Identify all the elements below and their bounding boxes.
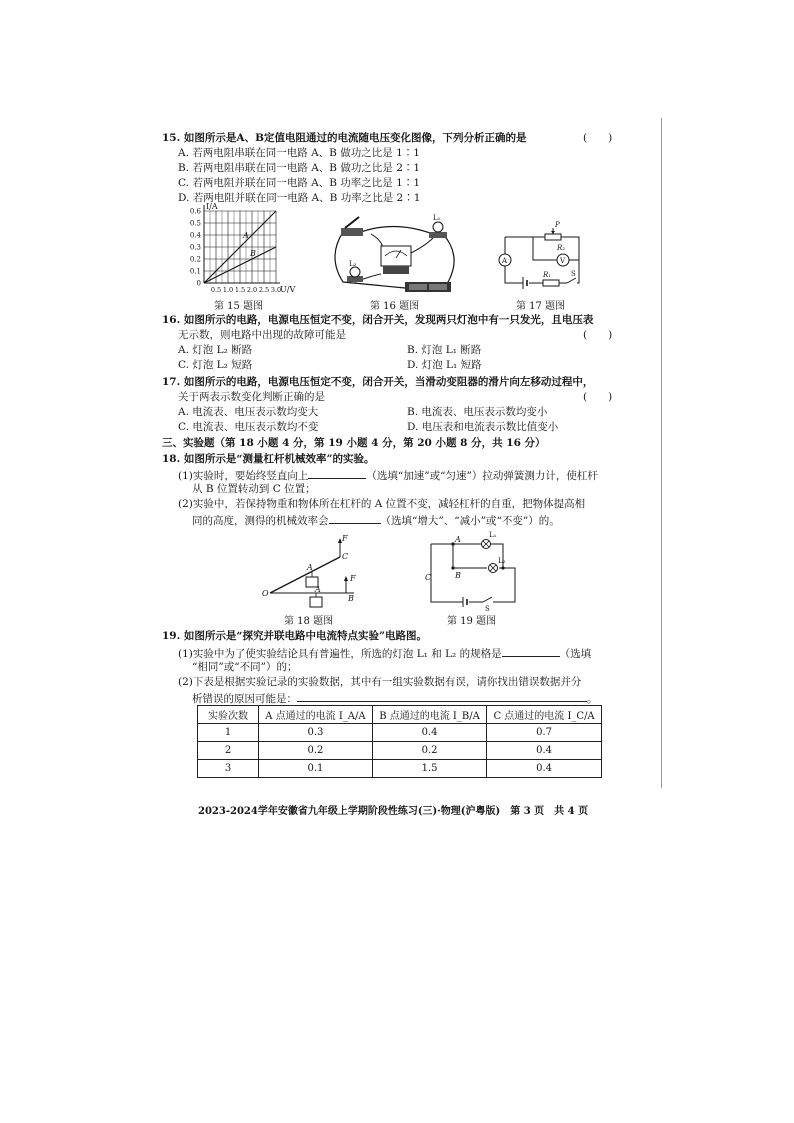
fig18-a1-label: A	[307, 563, 313, 572]
table-cell: 0.2	[259, 742, 373, 760]
fig15-y-tick-label: 0.6	[189, 207, 201, 216]
fig17-r1	[543, 280, 559, 286]
fig19-switch-icon	[483, 597, 492, 602]
fig15-y-tick-label: 0.4	[189, 231, 201, 240]
fig17-circuit	[493, 215, 588, 290]
table-cell: 2	[198, 742, 259, 760]
q15-option-d: D. 若两电阻并联在同一电路 A、B 功率之比是 2∶1	[178, 192, 421, 204]
fig19-s-label: S	[485, 605, 490, 613]
fig16-caption: 第 16 题图	[370, 301, 420, 312]
fig18-caption: 第 18 题图	[284, 616, 334, 627]
q16-line1: 16. 如图所示的电路，电源电压恒定不变，闭合开关，发现两只灯泡中有一只发光，且电压表	[162, 314, 594, 326]
fig18-b-label: B	[348, 594, 354, 603]
fig15-y-ticks	[190, 208, 202, 288]
table-cell: 0.4	[372, 724, 486, 742]
fig18-a2-label: A	[315, 585, 321, 594]
fig15-x-tick-label: 2.0	[246, 286, 258, 294]
fig15-y-tick-label: 0	[196, 279, 201, 288]
q19-data-table	[197, 705, 602, 778]
q19-part1-line1	[178, 645, 591, 661]
fig15-x-tick-label: 1.0	[222, 286, 234, 294]
table-header-cell: C 点通过的电流 I_C/A	[487, 706, 602, 724]
fig17-caption: 第 17 题图	[516, 301, 566, 312]
fig19-caption: 第 19 题图	[447, 616, 497, 627]
table-cell: 1	[198, 724, 259, 742]
fig17-s-label: S	[571, 270, 576, 278]
fig15-line-b-label: B	[250, 249, 256, 258]
q19-blank1[interactable]	[502, 645, 560, 657]
fig18-f1-label: F	[342, 534, 348, 543]
switch-lever-icon	[345, 217, 359, 228]
q15-option-a: A. 若两电阻串联在同一电路 A、B 做功之比是 1∶1	[178, 147, 420, 159]
q18-part1-text-b: （选填“加速”或“匀速”）拉动弹簧测力计，使杠杆	[366, 470, 598, 482]
q18-blank2[interactable]	[329, 512, 381, 524]
q17-answer-paren: ( )	[583, 391, 613, 403]
table-row	[198, 724, 602, 742]
fig15-y-tick-label: 0.5	[189, 219, 201, 228]
table-cell: 0.1	[259, 760, 373, 778]
table-header-row	[198, 706, 602, 724]
fig19-b-label: B	[455, 571, 461, 580]
fig19-c-label: C	[425, 573, 432, 582]
table-cell: 3	[198, 760, 259, 778]
table-header-cell: A 点通过的电流 I_A/A	[259, 706, 373, 724]
q16-answer-paren: ( )	[583, 329, 613, 341]
q18-stem: 18. 如图所示是“测量杠杆机械效率”的实验。	[162, 453, 375, 465]
q19-blank2[interactable]	[297, 690, 587, 702]
q18-part2-text-a: 同的高度，测得的机械效率会	[192, 515, 329, 527]
fig19-l1-label: L₁	[489, 531, 497, 539]
fig19-l2-label: L₂	[498, 557, 506, 565]
table-cell: 0.4	[487, 760, 602, 778]
fig18-lever-raised	[270, 557, 340, 593]
q16-line2: 无示数，则电路中出现的故障可能是	[178, 329, 346, 341]
fig17-voltmeter-label: V	[560, 257, 566, 265]
q18-blank1[interactable]	[308, 467, 366, 479]
fig16-l2-label: L₂	[349, 260, 357, 268]
q15-option-c: C. 若两电阻并联在同一电路 A、B 功率之比是 1∶1	[178, 177, 421, 189]
fig15-y-tick-label: 0.3	[189, 243, 201, 252]
fig17-ammeter-label: A	[502, 257, 508, 265]
fig15-y-tick-label: 0.2	[189, 255, 201, 264]
fig17-r2	[545, 234, 561, 240]
q19-part1-text-b: （选填	[559, 648, 592, 660]
fig15-y-axis-label: I/A	[206, 202, 218, 211]
fig18-lever	[262, 533, 362, 611]
fig15-y-tick-label: 0.1	[189, 267, 201, 276]
bulb-l1-icon	[433, 222, 443, 232]
section3-heading: 三、实验题（第 18 小题 4 分，第 19 小题 4 分，第 20 小题 8 分，共 16 分）	[162, 437, 546, 449]
fig17-switch-icon	[567, 278, 576, 283]
fig15-x-tick-label: 3.0	[270, 286, 282, 294]
fig15-graph	[168, 200, 298, 296]
q17-line2: 关于两表示数变化判断正确的是	[178, 391, 325, 403]
table-cell: 0.4	[487, 742, 602, 760]
fig15-line-a-label: A	[243, 231, 249, 240]
table-row	[198, 760, 602, 778]
q16-option-b: B. 灯泡 L₁ 断路	[407, 344, 482, 356]
q17-option-b: B. 电流表、电压表示数均变小	[407, 406, 548, 418]
voltmeter-terminals	[383, 266, 409, 274]
fig15-x-ticks	[211, 286, 281, 294]
q15-answer-paren: ( )	[583, 132, 613, 144]
table-header-cell: B 点通过的电流 I_B/A	[372, 706, 486, 724]
fig18-o-label: O	[262, 589, 269, 598]
q19-part1-line2: “相同”或“不同”）的；	[192, 661, 298, 673]
fig17-p-label: P	[555, 221, 560, 229]
q17-option-d: D. 电压表和电流表示数比值变小	[407, 421, 559, 433]
fig15-x-axis-label: U/V	[280, 285, 296, 294]
q18-part1-text-a: (1)实验时，要始终竖直向上	[178, 470, 309, 482]
fig17-r1-label: R₁	[543, 271, 552, 279]
page-footer: 2023-2024学年安徽省九年级上学期阶段性练习(三)·物理(沪粤版) 第 3 页 共 4 页	[198, 806, 589, 817]
fig16-l1-label: L₁	[433, 214, 441, 222]
table-cell: 0.3	[259, 724, 373, 742]
bulb-l1-base	[429, 232, 447, 238]
q17-line1: 17. 如图所示的电路，电源电压恒定不变，闭合开关，当滑动变阻器的滑片向左移动过程中，	[162, 376, 594, 388]
q18-part2-line2	[192, 512, 560, 528]
q16-option-d: D. 灯泡 L₁ 短路	[407, 359, 482, 371]
table-cell: 0.7	[487, 724, 602, 742]
q18-part1-line1	[178, 467, 598, 483]
q18-part1-line2: 从 B 位置转动到 C 位置；	[192, 483, 316, 495]
table-row	[198, 742, 602, 760]
margin-rule	[661, 118, 662, 788]
q19-stem: 19. 如图所示是“探究并联电路中电流特点实验”电路图。	[162, 630, 428, 642]
q15-stem: 15. 如图所示是A、B定值电阻通过的电流随电压变化图像，下列分析正确的是	[162, 132, 527, 144]
q19-part2-end: 。	[587, 693, 598, 705]
fig19-a-label: A	[455, 535, 461, 544]
q19-part2-line1: (2)下表是根据实验记录的实验数据，其中有一组实验数据有误，请你找出错误数据并分	[178, 676, 582, 688]
fig15-x-tick-label: 0.5	[210, 286, 222, 294]
table-cell: 0.2	[372, 742, 486, 760]
switch-base	[341, 228, 363, 236]
q15-option-b: B. 若两电阻串联在同一电路 A、B 做功之比是 2∶1	[178, 162, 421, 174]
q19-part2-line2	[192, 690, 598, 706]
fig15-x-tick-label: 2.5	[258, 286, 270, 294]
q19-part2-text-a: 析错误的原因可能是：	[192, 693, 297, 705]
q16-option-c: C. 灯泡 L₂ 短路	[178, 359, 253, 371]
fig18-c-label: C	[342, 552, 349, 561]
q19-part1-text-a: (1)实验中为了使实验结论具有普遍性，所选的灯泡 L₁ 和 L₂ 的规格是	[178, 648, 502, 660]
q16-option-a: A. 灯泡 L₂ 断路	[178, 344, 253, 356]
q17-option-a: A. 电流表、电压表示数均变大	[178, 406, 319, 418]
q18-part2-text-b: （选填“增大”、“减小”或“不变”）的。	[380, 515, 560, 527]
q17-option-c: C. 电流表、电压表示数均不变	[178, 421, 319, 433]
q18-part2-line1: (2)实验中，若保持物重和物体所在杠杆的 A 位置不变，减轻杠杆的自重，把物体提高相	[178, 498, 586, 510]
fig18-weight-lowered	[310, 597, 322, 607]
fig17-r2-label: R₂	[557, 244, 566, 252]
fig15-caption: 第 15 题图	[214, 301, 264, 312]
fig19-circuit	[425, 531, 520, 613]
bulb-l2-icon	[350, 267, 360, 277]
fig15-x-tick-label: 1.5	[234, 286, 246, 294]
table-header-cell: 实验次数	[198, 706, 259, 724]
fig16-circuit	[325, 212, 465, 297]
fig18-f2-label: F	[350, 574, 356, 583]
table-cell: 1.5	[372, 760, 486, 778]
